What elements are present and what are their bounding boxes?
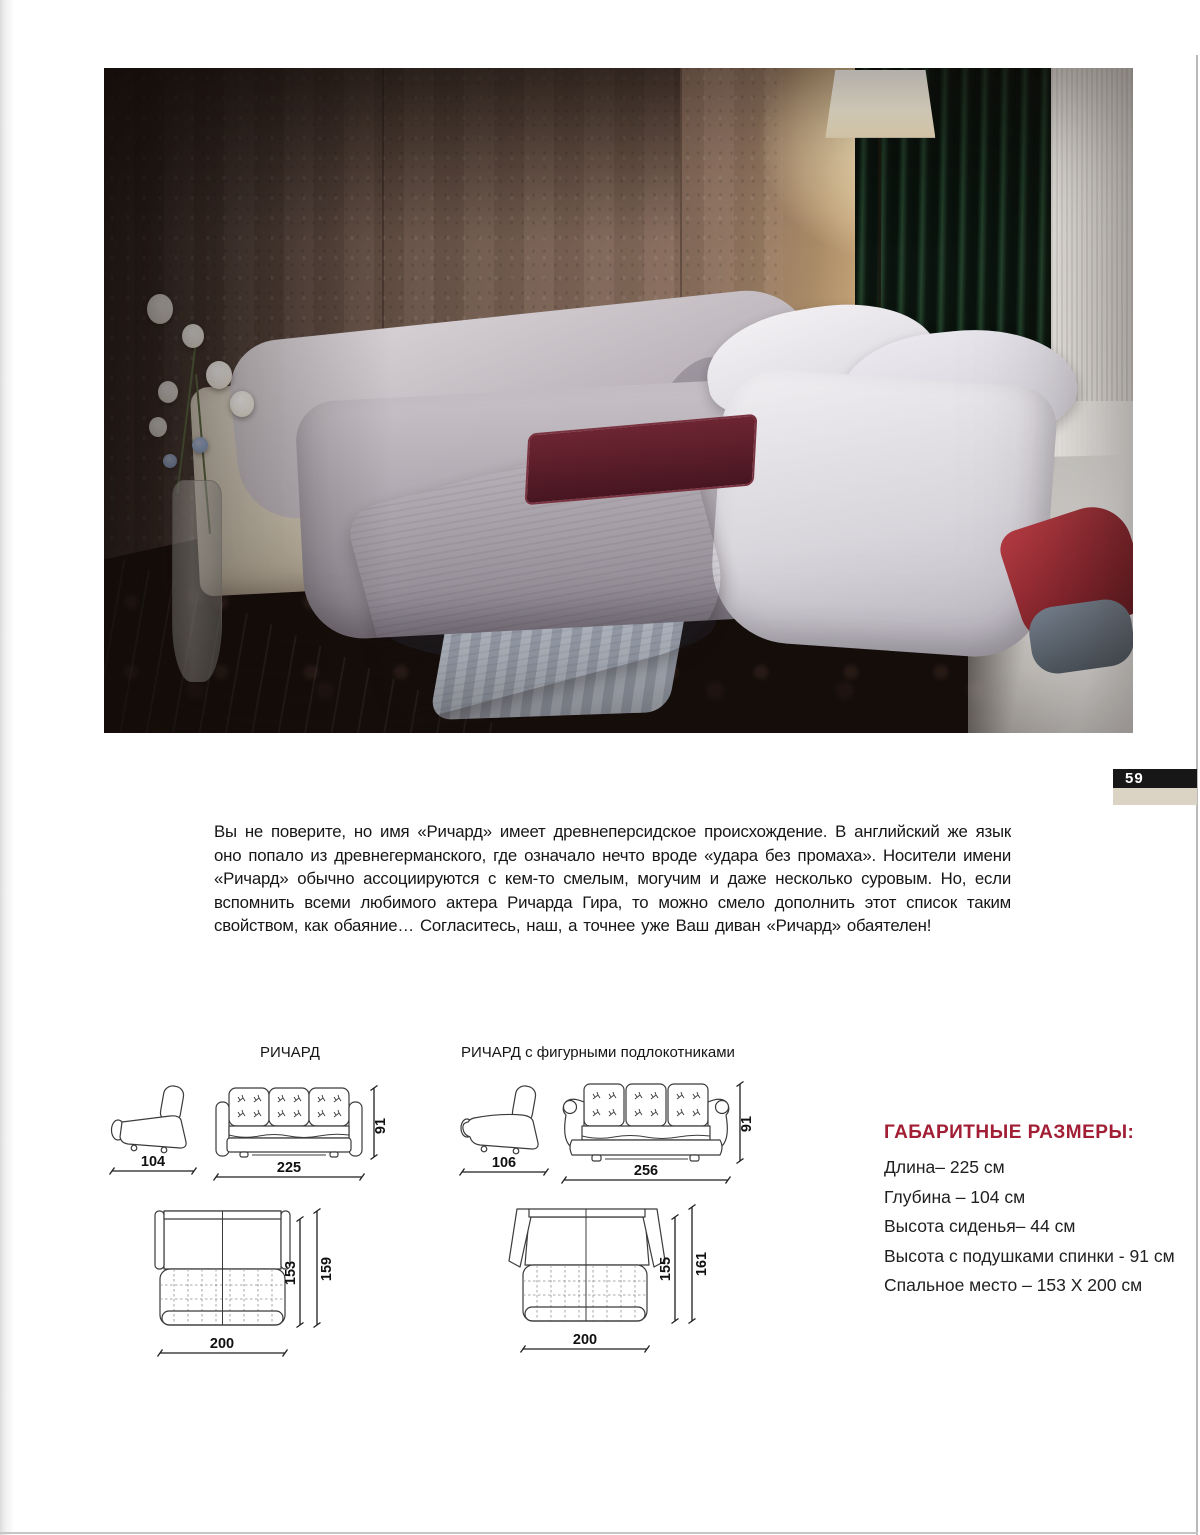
spec-list-title: ГАБАРИТНЫЕ РАЗМЕРЫ:	[884, 1122, 1135, 1143]
product-photo	[104, 68, 1133, 733]
diagram-richard-bed-topview	[145, 1203, 340, 1381]
spec-item-back-height: Высота с подушками спинки - 91 см	[884, 1245, 1175, 1266]
spec-item-depth: Глубина – 104 см	[884, 1186, 1026, 1207]
front-view-richard	[214, 1086, 390, 1181]
page-bottom-border	[0, 1532, 1198, 1534]
spec-item-length: Длина– 225 см	[884, 1157, 1005, 1177]
model-title-richard: РИЧАРД	[260, 1044, 320, 1061]
diagram-richard-figured-bed-topview	[505, 1203, 715, 1381]
side-view-richard	[110, 1085, 197, 1175]
dim-bed-inner: 153	[283, 1260, 299, 1286]
dim-side-depth: 104	[140, 1154, 166, 1170]
dim-bed-outer: 159	[319, 1256, 335, 1282]
diagram-richard-figured-views	[452, 1078, 755, 1193]
spec-item-sleeping-area: Спальное место – 153 Х 200 см	[884, 1275, 1143, 1295]
dim-front-width: 225	[276, 1160, 302, 1176]
diagram-richard-views	[102, 1078, 389, 1193]
dim-bed-outer: 161	[694, 1251, 710, 1277]
model-title-richard-figured: РИЧАРД с фигурными подлокотниками	[461, 1044, 735, 1061]
dim-bed-width: 200	[209, 1336, 235, 1352]
intro-paragraph: Вы не поверите, но имя «Ричард» имеет древнеперсидское происхождение. В английский же язык оно попало из древнегерманского, где означало нечто вроде «удара без промаха». Носители имени «Ричард» обычно ассоциируются с кем-то смелым, могучим и даже несколько суровым. Но, если вспомнить всеми любимого актера Ричарда Гира, то можно смело дополнить этот список таким свойством, как обаяние… Согласитесь, наш, а точнее уже Ваш диван «Ричард» обаятелен!	[214, 822, 1011, 936]
front-view-richard-figured	[562, 1082, 756, 1184]
dim-bed-width: 200	[572, 1332, 598, 1348]
dim-side-depth: 106	[491, 1155, 517, 1171]
page-number-badge-underline	[1113, 788, 1197, 805]
dim-bed-inner: 155	[658, 1256, 674, 1282]
page-number: 59	[1125, 770, 1144, 787]
page-number-badge	[1113, 769, 1197, 788]
dim-front-width: 256	[633, 1163, 659, 1179]
page-left-shadow	[0, 0, 14, 1535]
photo-vignette	[104, 68, 1133, 733]
dim-height: 91	[373, 1117, 389, 1135]
dimensions-spec-list	[884, 1122, 1184, 1301]
dim-height: 91	[739, 1115, 755, 1133]
side-view-richard-figured	[460, 1085, 549, 1176]
spec-item-seat-height: Высота сиденья– 44 см	[884, 1216, 1076, 1236]
